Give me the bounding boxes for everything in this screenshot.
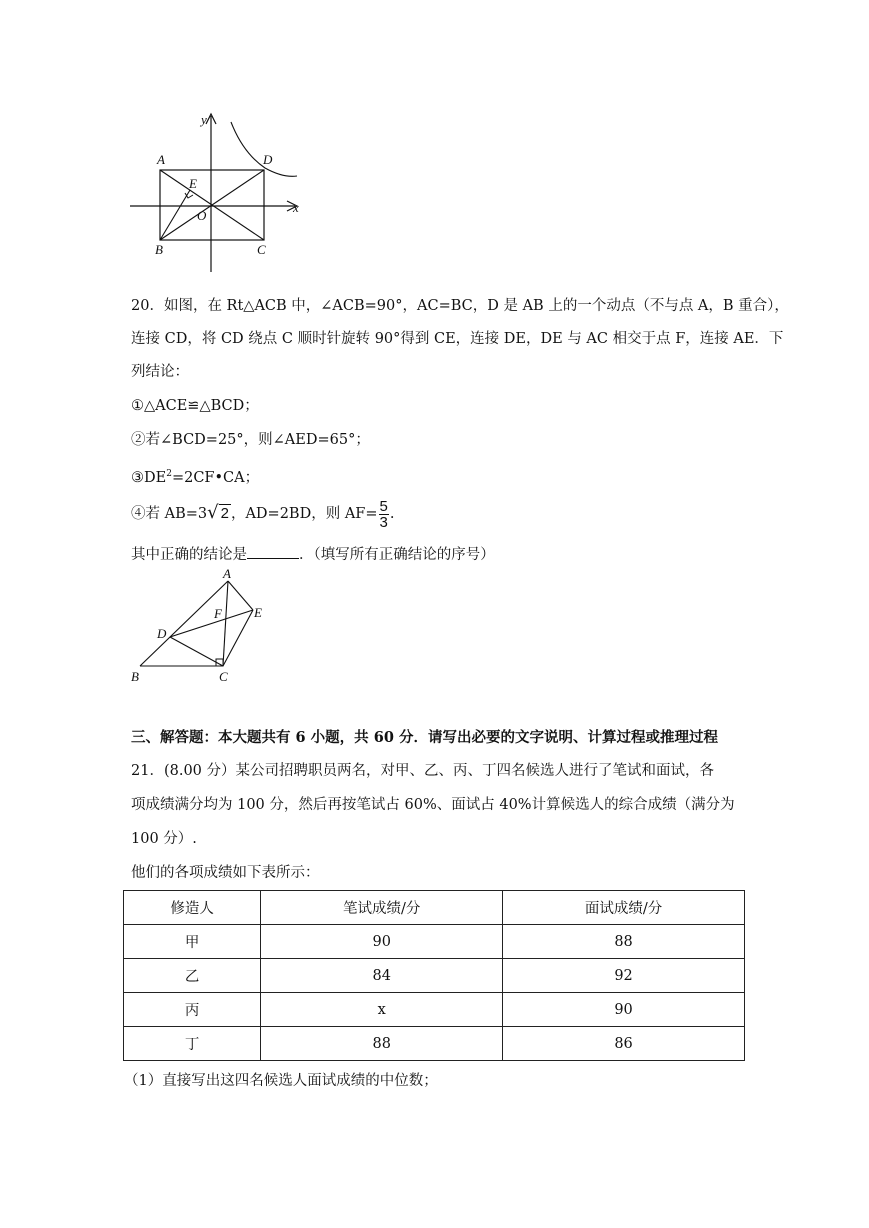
fraction-denominator: 3 <box>379 513 388 531</box>
table-cell: 86 <box>503 1027 745 1061</box>
label-a: A <box>157 152 165 167</box>
label-f: F <box>214 606 222 621</box>
table-cell: 乙 <box>124 959 261 993</box>
table-cell: 甲 <box>124 925 261 959</box>
label-e: E <box>254 605 262 620</box>
table-cell: 丙 <box>124 993 261 1027</box>
table-cell: x <box>261 993 503 1027</box>
figure-triangle <box>125 566 275 688</box>
c4-end: . <box>389 506 395 522</box>
q21-line-1: 21．(8.00 分）某公司招聘职员两名，对甲、乙、丙、丁四名候选人进行了笔试和面试，各 <box>131 763 714 779</box>
c3-post: =2CF•CA； <box>171 469 260 486</box>
c4-pre: ④若 AB=3 <box>131 506 208 522</box>
table-header-cell: 修造人 <box>124 891 261 925</box>
segment-ab <box>140 581 228 666</box>
q20-line-3: 列结论： <box>131 364 189 380</box>
hyperbola-curve <box>231 122 297 176</box>
table-cell: 84 <box>261 959 503 993</box>
table-row <box>124 1027 745 1061</box>
label-c: C <box>219 669 228 684</box>
q20-answer-line <box>131 544 495 565</box>
fraction-af <box>379 499 389 530</box>
q20-line-2: 连接 CD，将 CD 绕点 C 顺时针旋转 90°得到 CE，连接 DE，DE 与 AC 相交于点 F，连接 AE．下 <box>131 331 784 347</box>
figure-rectangle-axes <box>125 108 315 278</box>
answer-pre: 其中正确的结论是 <box>131 547 247 563</box>
table-cell: 90 <box>503 993 745 1027</box>
answer-post: ．（填写所有正确结论的序号） <box>299 547 495 563</box>
label-o: O <box>197 208 207 223</box>
table-header-row <box>124 891 745 925</box>
q21-table-intro: 他们的各项成绩如下表所示： <box>131 865 320 881</box>
sqrt-sign: √ <box>207 502 219 523</box>
q20-conclusion-1: ①△ACE≌△BCD； <box>131 398 259 414</box>
q21-line-2: 项成绩满分均为 100 分，然后再按笔试占 60%、面试占 40%计算候选人的综合成绩（满分为 <box>131 797 735 813</box>
table-header-cell: 笔试成绩/分 <box>261 891 503 925</box>
table-row <box>124 959 745 993</box>
label-x: x <box>293 200 299 215</box>
c4-mid: ，AD=2BD，则 AF= <box>230 506 378 522</box>
c3-pre: ③DE <box>131 469 167 486</box>
c3-sup: 2 <box>166 469 172 479</box>
q21-line-3: 100 分）. <box>131 831 197 847</box>
table-row <box>124 925 745 959</box>
label-c: C <box>257 242 266 257</box>
q20-conclusion-3 <box>131 464 259 488</box>
table-cell: 88 <box>261 1027 503 1061</box>
answer-blank[interactable] <box>247 544 299 559</box>
q20-conclusion-4 <box>131 498 394 530</box>
label-d: D <box>157 626 167 641</box>
sqrt-expression <box>207 498 231 529</box>
fraction-numerator: 5 <box>379 497 388 515</box>
label-b: B <box>131 669 139 684</box>
sqrt-radicand: 2 <box>220 505 229 522</box>
q20-conclusion-2: ②若∠BCD=25°，则∠AED=65°； <box>131 432 370 448</box>
table-cell: 88 <box>503 925 745 959</box>
segment-ae <box>228 581 253 610</box>
segment-be <box>160 190 190 240</box>
label-d: D <box>263 152 273 167</box>
label-y: y <box>201 112 207 127</box>
q21-sub-question-1: （1）直接写出这四名候选人面试成绩的中位数； <box>124 1073 438 1089</box>
table-cell: 92 <box>503 959 745 993</box>
segment-ac <box>223 581 228 666</box>
section-3-heading: 三、解答题：本大题共有 6 小题，共 60 分．请写出必要的文字说明、计算过程或推理过程 <box>131 729 718 746</box>
label-a: A <box>223 566 231 581</box>
label-e: E <box>189 176 197 191</box>
table-row <box>124 993 745 1027</box>
table-header-cell: 面试成绩/分 <box>503 891 745 925</box>
label-b: B <box>155 242 163 257</box>
segment-cd <box>170 637 223 666</box>
q20-line-1: 20．如图，在 Rt△ACB 中，∠ACB=90°，AC=BC，D 是 AB 上的一个动点（不与点 A，B 重合）， <box>131 298 789 314</box>
scores-table <box>123 890 745 1061</box>
table-cell: 丁 <box>124 1027 261 1061</box>
table-cell: 90 <box>261 925 503 959</box>
